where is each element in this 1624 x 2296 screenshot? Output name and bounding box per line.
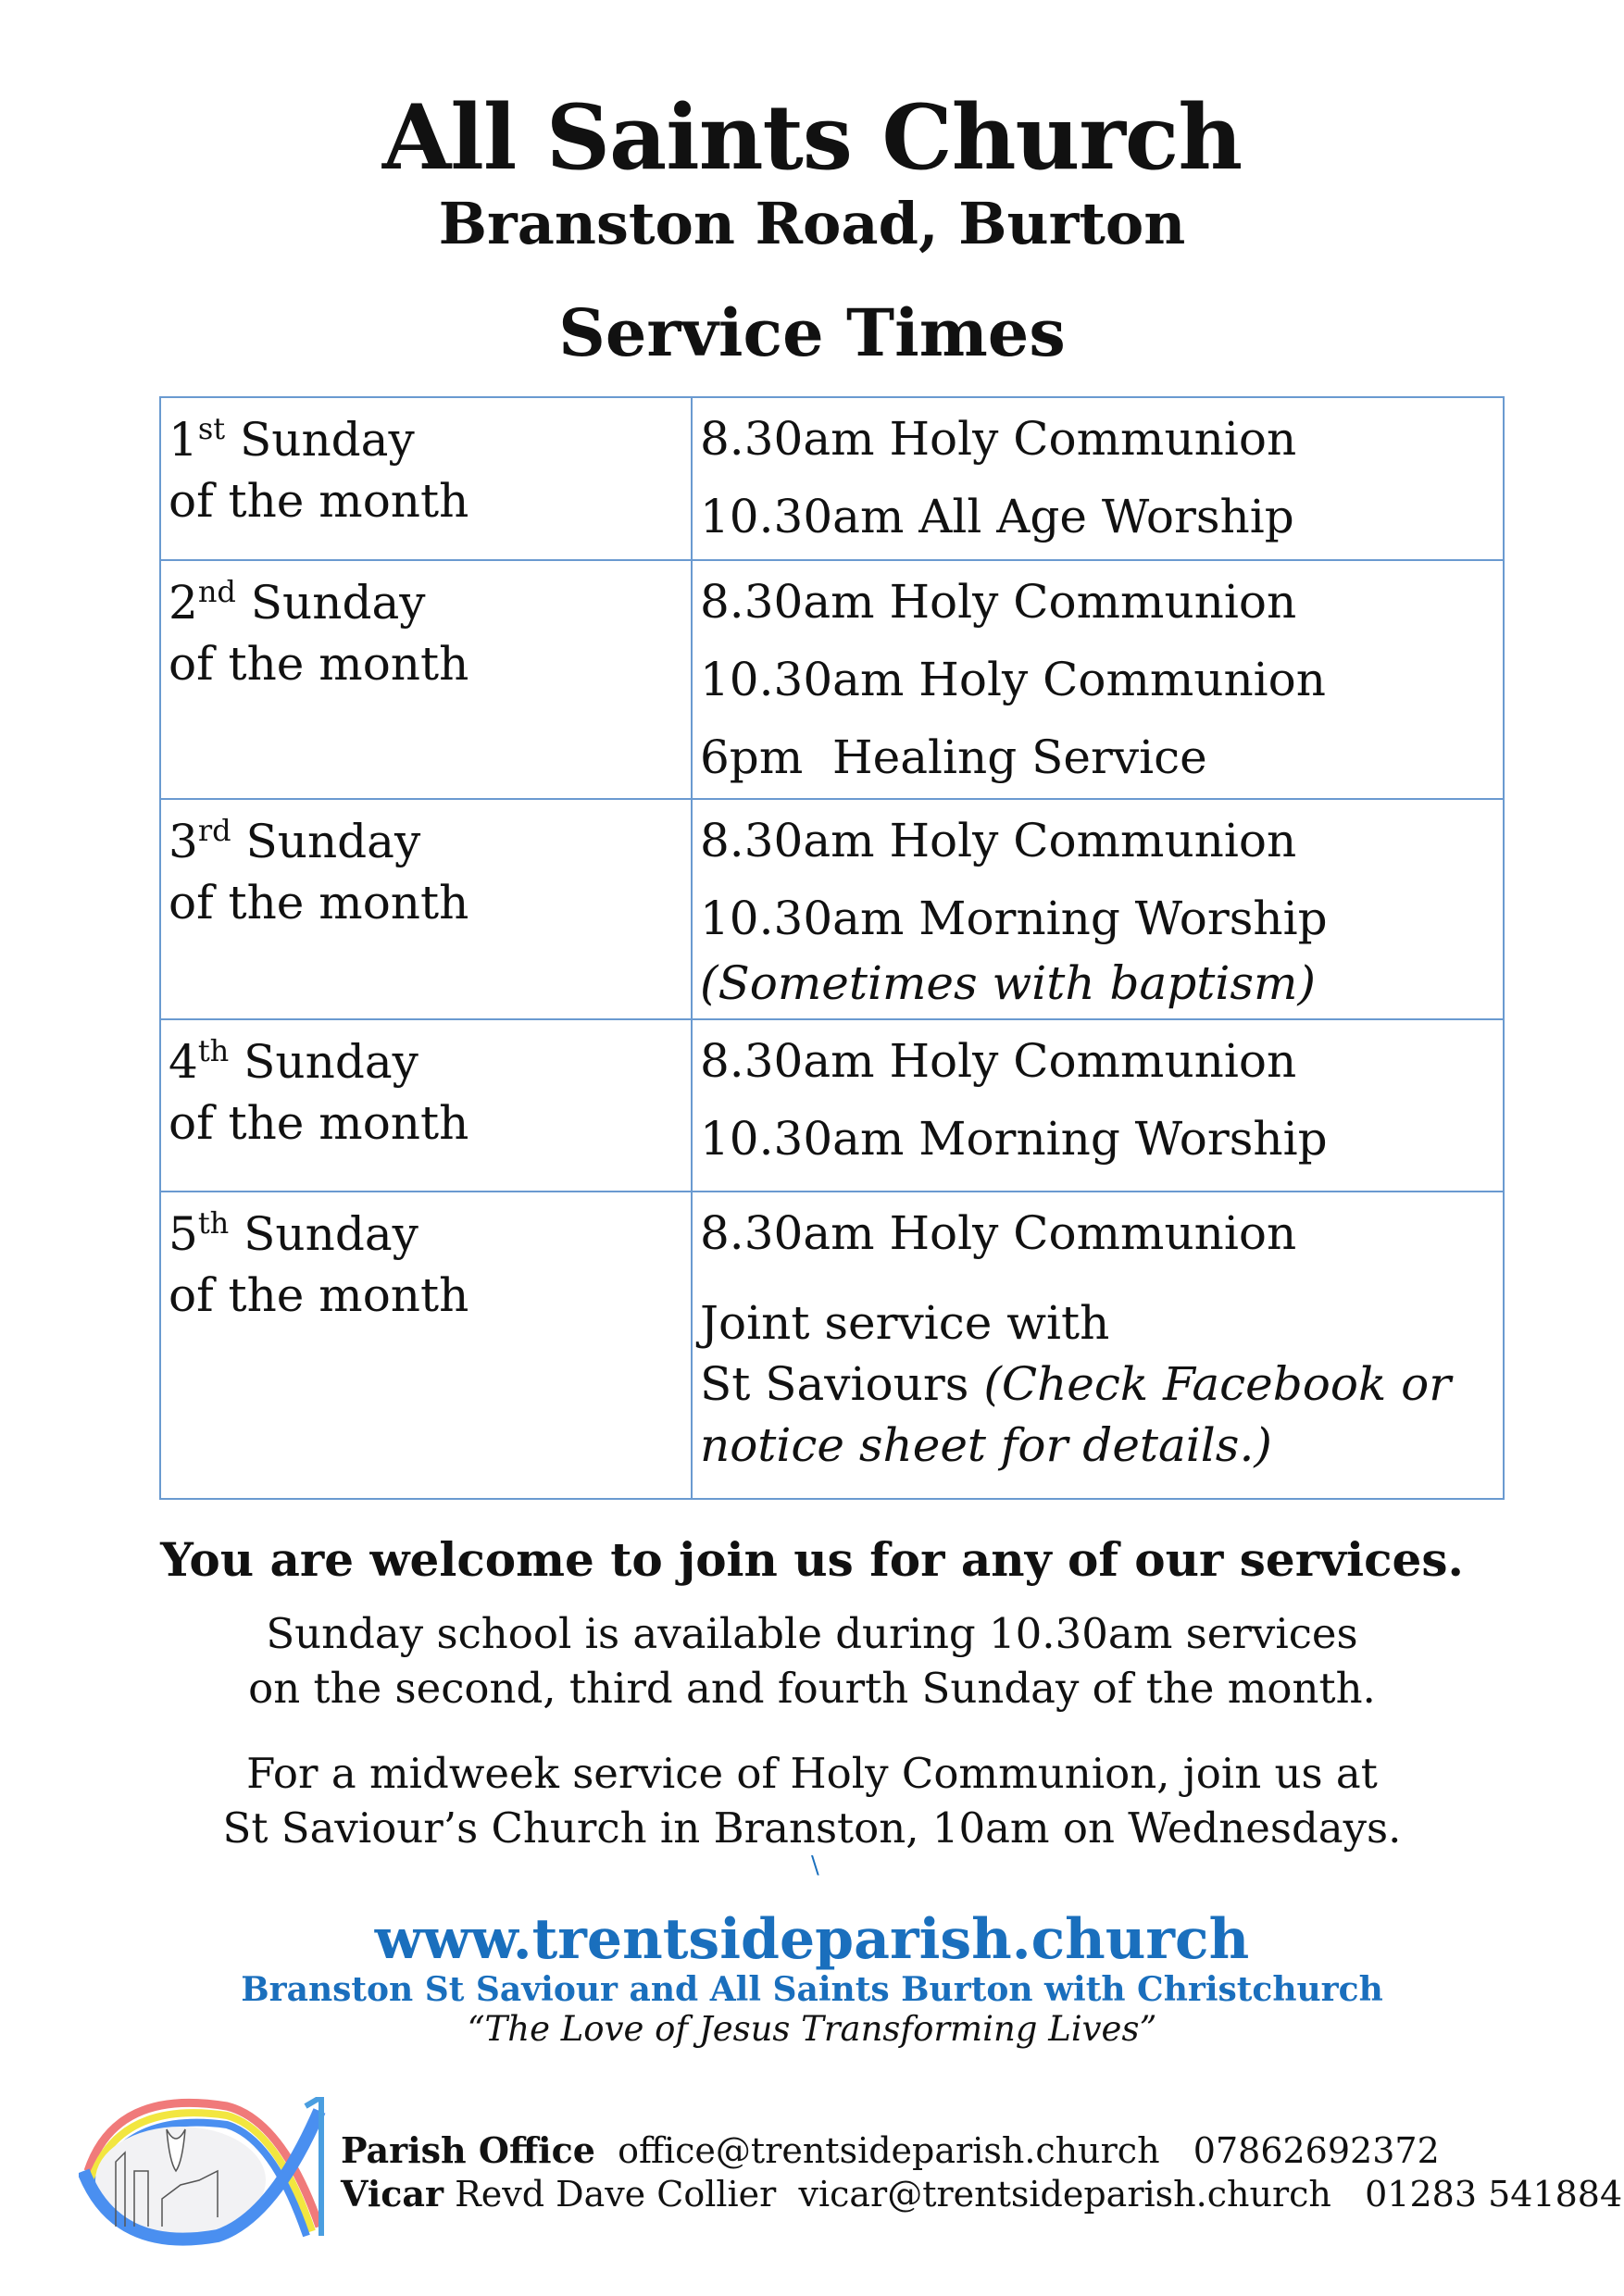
service-times-table (159, 396, 1505, 1500)
services-cell: 8.30am Holy Communion 10.30am Morning Worship (692, 1019, 1504, 1192)
welcome-text: You are welcome to join us for any of our services. (160, 1532, 1464, 1587)
table-row (160, 560, 1504, 799)
services-cell: 8.30am Holy Communion 10.30am All Age Worship (692, 397, 1504, 560)
parish-logo-icon (79, 2097, 329, 2250)
services-cell: 8.30am Holy Communion 10.30am Morning Worship (Sometimes with baptism) (692, 799, 1504, 1019)
day-cell: 3rd Sunday of the month (160, 799, 692, 1019)
day-cell: 1st Sunday of the month (160, 397, 692, 560)
table-row (160, 1192, 1504, 1499)
day-cell: 4th Sunday of the month (160, 1019, 692, 1192)
sunday-school-text: Sunday school is available during 10.30am services on the second, third and fourth Sunday of the month. (248, 1609, 1376, 1713)
church-address: Branston Road, Burton (438, 190, 1186, 257)
section-heading: Service Times (558, 294, 1066, 371)
parish-office-contact: Parish Office office@trentsideparish.church 07862692372 (341, 2129, 1440, 2171)
day-cell: 2nd Sunday of the month (160, 560, 692, 799)
vicar-email[interactable]: vicar@trentsideparish.church (798, 2174, 1331, 2215)
day-cell: 5th Sunday of the month (160, 1192, 692, 1499)
services-cell: 8.30am Holy Communion Joint service with St Saviours (Check Facebook or notice sheet for details.) (692, 1192, 1504, 1499)
office-email[interactable]: office@trentsideparish.church (618, 2130, 1160, 2171)
website-link[interactable]: www.trentsideparish.church (374, 1907, 1250, 1972)
vicar-contact: Vicar Revd Dave Collier vicar@trentsideparish.church 01283 541884 (341, 2173, 1623, 2215)
motto: “The Love of Jesus Transforming Lives” (467, 2009, 1157, 2049)
midweek-text: For a midweek service of Holy Communion, join us at St Saviour’s Church in Branston, 10am on Wednesdays. (222, 1749, 1402, 1853)
table-row (160, 397, 1504, 560)
vicar-phone: 01283 541884 (1365, 2174, 1623, 2215)
office-phone: 07862692372 (1193, 2130, 1440, 2171)
table-row (160, 1019, 1504, 1192)
stray-mark: \ (811, 1852, 819, 1879)
church-title: All Saints Church (381, 85, 1243, 190)
table-row (160, 799, 1504, 1019)
parish-line: Branston St Saviour and All Saints Burton with Christchurch (241, 1970, 1383, 2009)
services-cell: 8.30am Holy Communion 10.30am Holy Communion 6pm Healing Service (692, 560, 1504, 799)
